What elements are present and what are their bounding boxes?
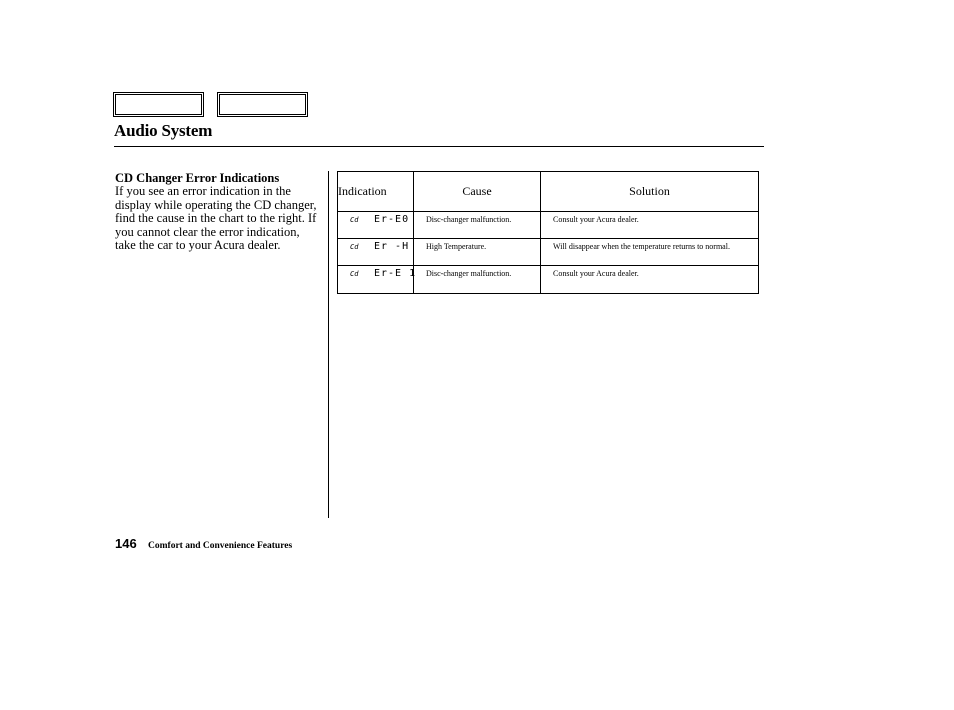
display-indication	[338, 266, 417, 294]
display-code: Er-E 1	[374, 268, 417, 279]
display-code: Er -H	[374, 241, 410, 252]
header-solution: Solution	[541, 172, 759, 212]
table-row	[338, 239, 759, 266]
page-title: Audio System	[114, 121, 213, 140]
header-cause: Cause	[414, 172, 541, 212]
section-subheading: CD Changer Error Indications	[115, 171, 280, 185]
display-prefix: Cd	[350, 216, 359, 224]
column-divider	[328, 171, 329, 518]
display-indication	[338, 212, 414, 239]
error-indication-table	[337, 171, 759, 294]
solution-cell: Will disappear when the temperature returns to normal.	[541, 239, 759, 266]
cause-cell: Disc-changer malfunction.	[414, 266, 541, 294]
display-code: Er-E0	[374, 214, 410, 225]
table-header-row	[338, 172, 759, 212]
cause-cell: Disc-changer malfunction.	[414, 212, 541, 239]
display-prefix: Cd	[350, 243, 359, 251]
display-indication	[338, 239, 414, 266]
table-row	[338, 212, 759, 239]
solution-cell: Consult your Acura dealer.	[541, 212, 759, 239]
nav-tab-box-left	[113, 92, 204, 117]
header-indication: Indication	[338, 172, 414, 212]
footer-section-name: Comfort and Convenience Features	[148, 541, 293, 551]
cause-cell: High Temperature.	[414, 239, 541, 266]
display-prefix: Cd	[350, 270, 359, 278]
nav-tab-box-right	[217, 92, 308, 117]
intro-column	[115, 171, 320, 253]
title-divider	[114, 146, 764, 147]
solution-cell: Consult your Acura dealer.	[541, 266, 759, 294]
table-row	[338, 266, 759, 294]
page-number: 146	[115, 536, 137, 551]
intro-paragraph: If you see an error indication in the display while operating the CD changer, find the cause in the chart to the right. If you cannot clear the error indication, take the car to your Acura dealer.	[115, 184, 317, 252]
